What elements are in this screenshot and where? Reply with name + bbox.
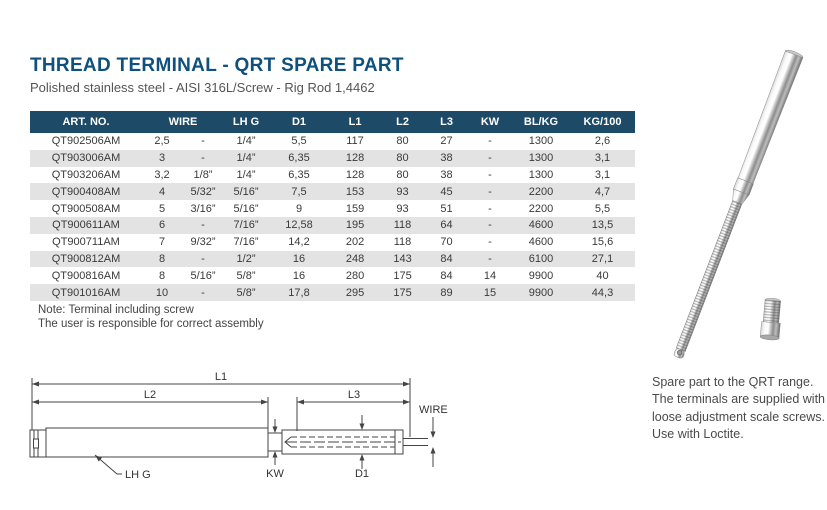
table-cell: 7: [158, 236, 166, 249]
product-photo: [645, 16, 827, 368]
table-cell: 5: [158, 202, 166, 215]
table-cell: 248: [345, 252, 365, 265]
description-line: Spare part to the QRT range.: [652, 375, 814, 389]
table-row: [30, 150, 635, 167]
table-cell: QT903206AM: [51, 168, 121, 181]
table-cell: 143: [393, 252, 412, 265]
col-header-d1: D1: [268, 111, 330, 133]
table-cell: 3,1: [594, 168, 611, 181]
table-cell: 202: [345, 236, 365, 249]
table-cell: 2,6: [594, 135, 611, 148]
table-cell: 44,3: [591, 286, 614, 299]
table-cell: 3,2: [154, 168, 170, 181]
table-cell: QT900508AM: [51, 202, 121, 215]
col-header-l2: L2: [380, 111, 425, 133]
table-cell: 5/32”: [190, 185, 216, 198]
table-cell: 84: [440, 269, 453, 282]
table-cell: 84: [440, 252, 453, 265]
table-cell: -: [488, 236, 492, 249]
dim-label-wire: WIRE: [419, 404, 448, 416]
table-cell: 38: [440, 168, 453, 181]
dim-label-kw: KW: [266, 468, 284, 480]
table-cell: 16: [292, 252, 306, 265]
table-cell: 1/4”: [236, 135, 256, 148]
col-header-kw: KW: [468, 111, 512, 133]
terminal-rod: [669, 49, 804, 361]
table-cell: 6100: [528, 252, 554, 265]
table-cell: 295: [345, 286, 365, 299]
table-cell: 4600: [528, 219, 554, 232]
note-line: The user is responsible for correct assembly: [38, 318, 264, 331]
table-cell: QT900816AM: [51, 269, 121, 282]
table-cell: 1300: [528, 168, 554, 181]
adjustment-screw: [760, 297, 782, 340]
table-cell: 7,5: [291, 185, 307, 198]
table-cell: 13,5: [591, 219, 614, 232]
table-row: [30, 267, 635, 284]
table-cell: 14: [483, 269, 497, 282]
table-cell: 6,35: [288, 168, 310, 181]
dim-label-d1: D1: [354, 468, 370, 480]
col-header-l3: L3: [425, 111, 468, 133]
table-cell: 118: [393, 219, 412, 232]
table-row: [30, 133, 635, 150]
table-cell: 14,2: [288, 236, 310, 249]
table-cell: 1300: [528, 152, 554, 165]
dim-label-l2: L2: [143, 389, 157, 401]
table-row: [30, 251, 635, 268]
table-cell: 7/16”: [233, 236, 259, 249]
table-cell: -: [488, 185, 492, 198]
table-cell: QT900408AM: [51, 185, 121, 198]
table-cell: 2,5: [154, 135, 170, 148]
spec-table-body: [30, 133, 635, 301]
table-cell: 16: [292, 269, 306, 282]
table-cell: -: [488, 168, 492, 181]
description-line: Use with Loctite.: [652, 426, 744, 441]
table-row: [30, 284, 635, 301]
table-cell: 80: [396, 168, 409, 181]
table-header-row: [30, 111, 635, 133]
table-cell: 2200: [528, 202, 554, 215]
table-cell: 128: [345, 168, 365, 181]
table-cell: QT902506AM: [51, 135, 121, 148]
table-cell: 1300: [528, 135, 554, 148]
notes: [38, 303, 264, 332]
table-cell: 280: [345, 269, 365, 282]
table-row: [30, 200, 635, 217]
note-line: Note: Terminal including screw: [38, 304, 194, 316]
table-cell: 5/8”: [236, 269, 256, 282]
table-cell: 118: [393, 236, 412, 249]
table-cell: 93: [396, 202, 409, 215]
table-cell: 80: [396, 152, 409, 165]
col-header-blkg: BL/KG: [512, 111, 570, 133]
col-header-l1: L1: [330, 111, 380, 133]
table-cell: 8: [158, 252, 166, 265]
table-cell: -: [201, 252, 205, 265]
table-cell: 7/16”: [233, 219, 259, 232]
table-cell: 5/16”: [233, 202, 259, 215]
page-title: THREAD TERMINAL - QRT SPARE PART: [30, 55, 404, 76]
spec-table: [30, 111, 635, 301]
table-cell: 3: [158, 152, 166, 165]
table-cell: 12,58: [285, 219, 313, 232]
table-cell: 64: [440, 219, 453, 232]
table-cell: 5/8”: [236, 286, 256, 299]
table-cell: 159: [345, 202, 365, 215]
table-cell: 51: [440, 202, 453, 215]
table-cell: 1/8”: [193, 168, 213, 181]
table-cell: -: [201, 219, 205, 232]
description-line: The terminals are supplied with: [652, 392, 825, 407]
table-cell: -: [488, 152, 492, 165]
table-row: [30, 183, 635, 200]
table-cell: 195: [345, 219, 365, 232]
table-cell: -: [488, 202, 492, 215]
table-cell: 4: [158, 185, 166, 198]
col-header-wire: WIRE: [142, 111, 224, 133]
product-description: [652, 374, 825, 443]
table-cell: 1/4”: [236, 168, 256, 181]
table-cell: -: [488, 219, 492, 232]
table-cell: 17,8: [288, 286, 310, 299]
dim-label-l3: L3: [347, 389, 361, 401]
table-cell: 9: [295, 202, 303, 215]
table-cell: QT900711AM: [52, 236, 120, 249]
table-cell: 117: [346, 135, 364, 148]
table-cell: QT901016AM: [51, 286, 121, 299]
table-cell: 5/16”: [233, 185, 259, 198]
table-cell: 27,1: [591, 252, 614, 265]
table-cell: 153: [345, 185, 365, 198]
table-cell: 3,1: [594, 152, 611, 165]
table-cell: 38: [440, 152, 453, 165]
col-header-kg100: KG/100: [570, 111, 635, 133]
table-cell: 93: [396, 185, 409, 198]
table-cell: 5/16”: [190, 269, 216, 282]
table-row: [30, 167, 635, 184]
table-cell: 8: [158, 269, 166, 282]
table-cell: QT900812AM: [51, 252, 121, 265]
col-header-artno: ART. NO.: [30, 111, 142, 133]
dim-label-l1: L1: [214, 371, 228, 383]
table-cell: 6,35: [288, 152, 310, 165]
dimension-drawing: [25, 371, 455, 503]
table-cell: 6: [158, 219, 166, 232]
table-cell: -: [201, 135, 205, 148]
table-cell: 70: [440, 236, 453, 249]
table-cell: 10: [155, 286, 169, 299]
table-cell: 89: [440, 286, 453, 299]
table-cell: 1/2”: [236, 252, 256, 265]
col-header-lhg: LH G: [224, 111, 268, 133]
table-cell: 128: [345, 152, 365, 165]
description-line: loose adjustment scale screws.: [652, 409, 825, 424]
table-cell: 3/16”: [190, 202, 216, 215]
table-cell: QT903006AM: [51, 152, 121, 165]
table-cell: 80: [396, 135, 409, 148]
table-cell: 2200: [528, 185, 554, 198]
table-cell: 175: [393, 269, 412, 282]
table-cell: 27: [440, 135, 453, 148]
table-cell: 45: [440, 185, 453, 198]
table-cell: 9/32”: [190, 236, 216, 249]
table-cell: 15: [483, 286, 497, 299]
table-cell: 40: [596, 269, 609, 282]
table-cell: -: [488, 135, 492, 148]
table-cell: 5,5: [594, 202, 611, 215]
table-cell: QT900611AM: [52, 219, 120, 232]
table-cell: 4,7: [594, 185, 611, 198]
table-cell: 9900: [528, 269, 554, 282]
table-cell: 15,6: [591, 236, 614, 249]
table-row: [30, 234, 635, 251]
table-cell: 175: [393, 286, 412, 299]
table-cell: 5,5: [291, 135, 307, 148]
page-subtitle: Polished stainless steel - AISI 316L/Screw - Rig Rod 1,4462: [30, 80, 375, 95]
dim-label-lhg: LH G: [125, 469, 151, 481]
table-row: [30, 217, 635, 234]
table-cell: -: [201, 152, 205, 165]
table-cell: 4600: [528, 236, 554, 249]
table-cell: 1/4”: [236, 152, 256, 165]
table-cell: -: [201, 286, 205, 299]
table-cell: 9900: [528, 286, 554, 299]
table-cell: -: [488, 252, 492, 265]
